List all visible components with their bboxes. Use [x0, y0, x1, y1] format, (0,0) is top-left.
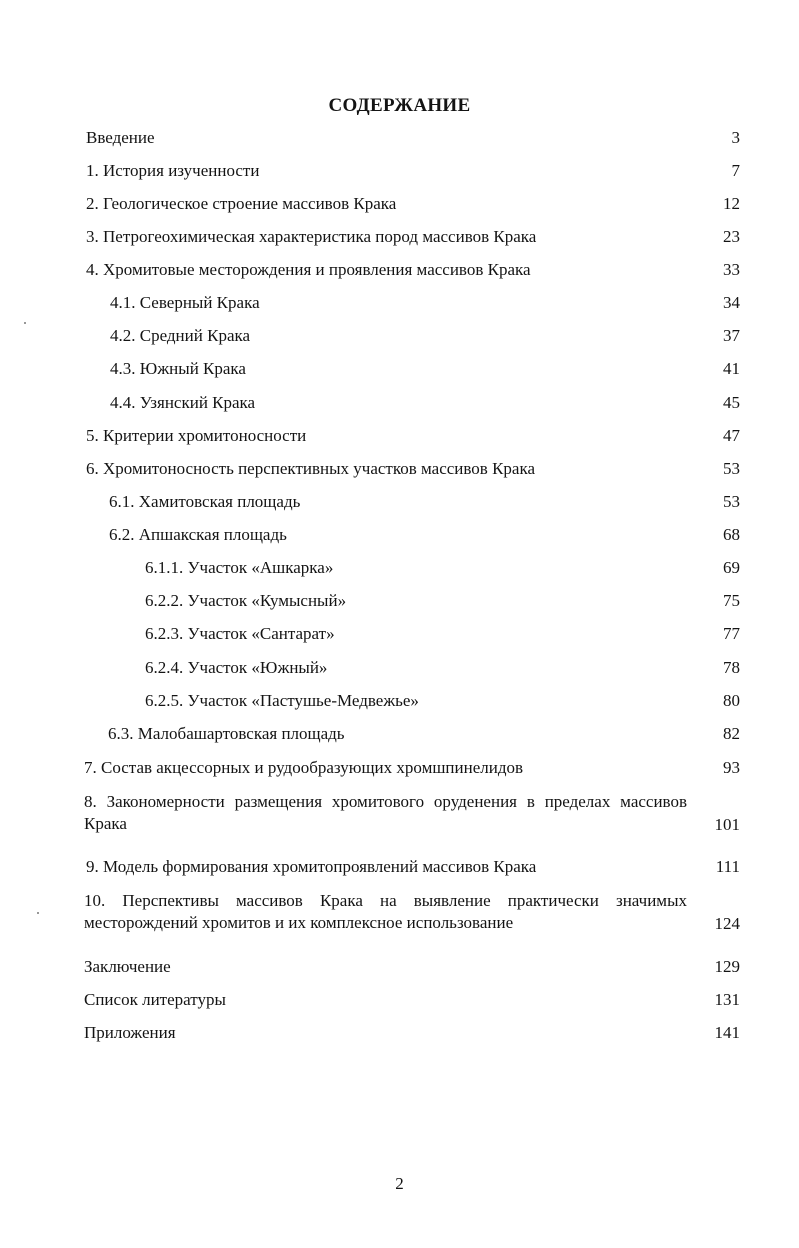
- toc-entry-label: 4.3. Южный Крака: [110, 359, 246, 378]
- toc-entry-label: 2. Геологическое строение массивов Крака: [86, 194, 397, 213]
- toc-entry-label: 4.4. Узянский Крака: [110, 393, 256, 412]
- toc-entry-8: [84, 791, 740, 837]
- toc-entry-page: 68: [723, 525, 740, 544]
- toc-entry-10: [84, 890, 740, 936]
- toc-entry-label: 6.2. Апшакская площадь: [109, 525, 287, 544]
- toc-entry-page: 124: [714, 914, 740, 933]
- toc-entry-page: 80: [723, 691, 740, 710]
- toc-entry-label: 1. История изученности: [86, 161, 260, 180]
- toc-entry-label: 10. Перспективы массивов Крака на выявление практически значимых месторождений хромитов и их комплексное использование: [84, 891, 687, 932]
- toc-entry-page: 53: [723, 492, 740, 511]
- toc-entry-page: 41: [723, 359, 740, 378]
- toc-entry-page: 34: [723, 293, 740, 312]
- toc-entry-page: 69: [723, 558, 740, 577]
- toc-entry-label: 8. Закономерности размещения хромитового оруденения в пределах массивов Крака: [84, 792, 687, 833]
- toc-entry-page: 45: [723, 393, 740, 412]
- toc-entry-label: 6.2.5. Участок «Пастушье-Медвежье»: [145, 691, 419, 710]
- toc-entry-page: 78: [723, 658, 740, 677]
- toc-entry-page: 23: [723, 227, 740, 246]
- toc-entry-page: 131: [714, 990, 740, 1009]
- toc-entry-label: Список литературы: [84, 990, 226, 1009]
- toc-entry-label: 6.2.3. Участок «Сантарат»: [145, 624, 335, 643]
- page-title: СОДЕРЖАНИЕ: [328, 95, 471, 116]
- toc-entry-page: 75: [723, 591, 740, 610]
- toc-entry-page: 37: [723, 326, 740, 345]
- toc-entry-label: 6. Хромитоносность перспективных участков массивов Крака: [86, 459, 536, 478]
- toc-entry-page: 12: [723, 194, 740, 213]
- toc-entry-page: 47: [723, 426, 740, 445]
- toc-entry-page: 141: [714, 1023, 740, 1042]
- toc-entry-label: 6.2.2. Участок «Кумысный»: [145, 591, 347, 610]
- toc-entry-label: 3. Петрогеохимическая характеристика пород массивов Крака: [86, 227, 537, 246]
- toc-entry-label: 6.1. Хамитовская площадь: [109, 492, 301, 511]
- toc-entry-label: 6.2.4. Участок «Южный»: [145, 658, 328, 677]
- toc-entry-label: 6.1.1. Участок «Ашкарка»: [145, 558, 334, 577]
- toc-entry-page: 93: [723, 758, 740, 777]
- toc-entry-page: 111: [715, 857, 740, 876]
- toc-entry-page: 129: [714, 957, 740, 976]
- scan-speck: [24, 322, 26, 324]
- toc-entry-page: 77: [723, 624, 740, 643]
- toc-entry-page: 53: [723, 459, 740, 478]
- scan-speck: [37, 912, 39, 914]
- toc-entry-page: 3: [731, 128, 740, 147]
- toc-entry-label: 4.2. Средний Крака: [110, 326, 251, 345]
- toc-entry-label: 7. Состав акцессорных и рудообразующих хромшпинелидов: [84, 758, 524, 777]
- toc-entry-page: 82: [723, 724, 740, 743]
- page-number: 2: [395, 1174, 404, 1193]
- toc-entry-label: Введение: [86, 128, 155, 147]
- toc-entry-label: Приложения: [84, 1023, 176, 1042]
- toc-entry-page: 101: [714, 815, 740, 834]
- toc-entry-label: 5. Критерии хромитоносности: [86, 426, 307, 445]
- toc-entry-label: 4. Хромитовые месторождения и проявления массивов Крака: [86, 260, 531, 279]
- toc-entry-label: 6.3. Малобашартовская площадь: [108, 724, 345, 743]
- toc-entry-label: 9. Модель формирования хромитопроявлений массивов Крака: [86, 857, 537, 876]
- toc-entry-page: 7: [731, 161, 740, 180]
- toc-entry-page: 33: [723, 260, 740, 279]
- toc-entry-label: Заключение: [84, 957, 171, 976]
- toc-entry-label: 4.1. Северный Крака: [110, 293, 260, 312]
